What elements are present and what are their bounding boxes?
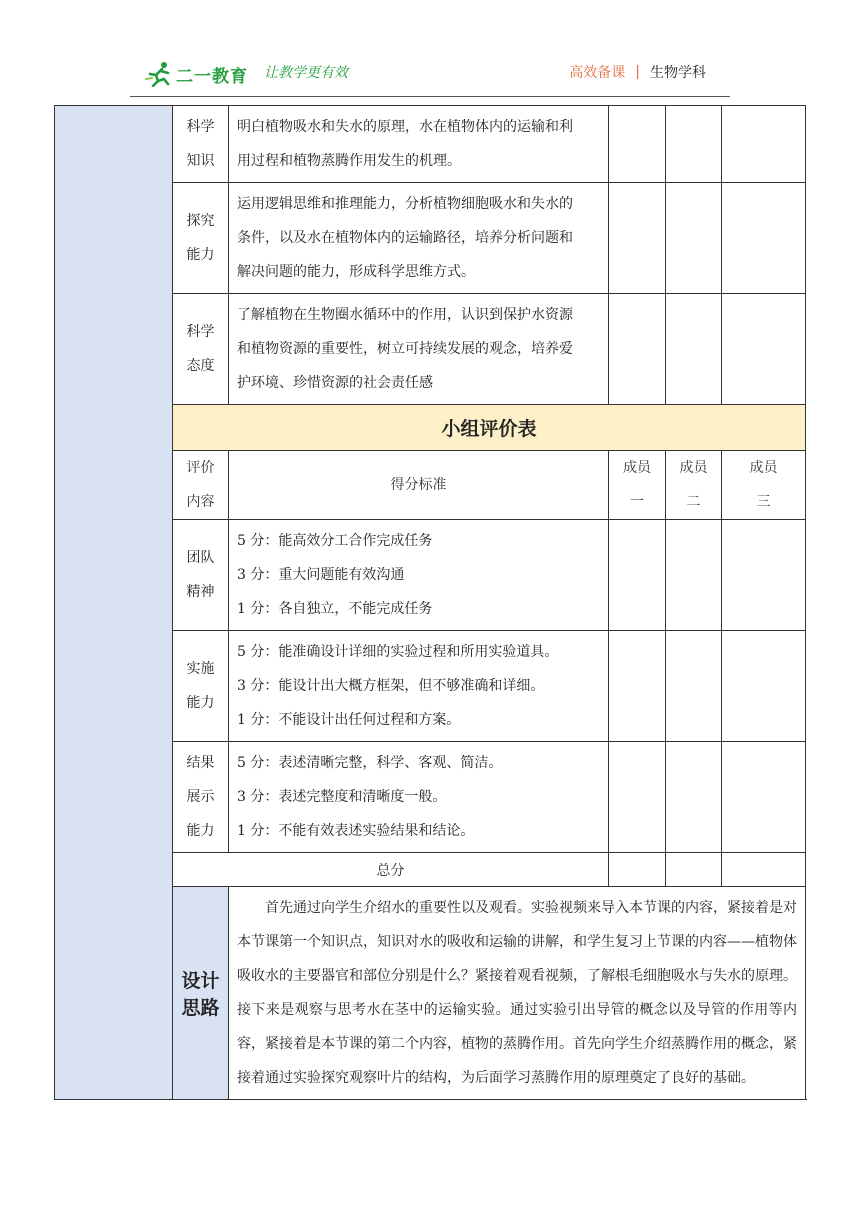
score-cell	[722, 520, 806, 631]
score-cell	[666, 294, 722, 405]
col-content-header: 评价 内容	[173, 451, 229, 520]
design-text: 首先通过向学生介绍水的重要性以及观看。实验视频来导入本节课的内容，紧接着是对本节课第一个知识点，知识对水的吸收和运输的讲解，和学生复习上节课的内容——植物体吸收水的主要器官和部位分别是什么？紧接着观看视频，了解根毛细胞吸水与失水的原理。接下来是观察与思考水在茎中的运输实验。通过实验引出导管的概念以及导管的作用等内容，紧接着是本节课的第二个内容，植物的蒸腾作用。首先向学生介绍蒸腾作用的概念，紧接着通过实验探究观察叶片的结构，为后面学习蒸腾作用的原理奠定了良好的基础。	[229, 887, 806, 1100]
score-cell	[722, 631, 806, 742]
score-cell	[609, 294, 666, 405]
score-cell	[609, 520, 666, 631]
logo-text: 二一教育	[176, 66, 248, 87]
score-cell	[666, 631, 722, 742]
goal-description: 明白植物吸水和失水的原理，水在植物体内的运输和利 用过程和植物蒸腾作用发生的机理。	[229, 106, 609, 183]
criteria-category: 实施 能力	[173, 631, 229, 742]
score-cell	[722, 853, 806, 887]
score-cell	[609, 742, 666, 853]
header-separator: |	[635, 64, 640, 80]
score-cell	[722, 742, 806, 853]
header-divider	[130, 96, 730, 97]
design-label: 设计思路	[173, 887, 229, 1100]
subject-label: 生物学科	[650, 65, 706, 81]
member-header: 成员 一	[609, 451, 666, 520]
col-criteria-header: 得分标准	[229, 451, 609, 520]
goal-category: 科学 知识	[173, 106, 229, 183]
group-table-title: 小组评价表	[173, 405, 806, 451]
brand-logo	[144, 60, 248, 88]
score-cell	[666, 742, 722, 853]
criteria-category: 结果 展示 能力	[173, 742, 229, 853]
goal-row	[55, 106, 806, 183]
goal-category: 科学 态度	[173, 294, 229, 405]
runner-logo-icon	[144, 61, 174, 87]
score-cell	[609, 183, 666, 294]
score-cell	[666, 520, 722, 631]
criteria-category: 团队 精神	[173, 520, 229, 631]
criteria-text: 5 分：能准确设计详细的实验过程和所用实验道具。 3 分：能设计出大概方框架，但不够准确和详细。 1 分：不能设计出任何过程和方案。	[229, 631, 609, 742]
criteria-text: 5 分：表述清晰完整，科学、客观、简洁。 3 分：表述完整度和清晰度一般。 1 分：不能有效表述实验结果和结论。	[229, 742, 609, 853]
goal-description: 运用逻辑思维和推理能力，分析植物细胞吸水和失水的 条件，以及水在植物体内的运输路径，培养分析问题和 解决问题的能力，形成科学思维方式。	[229, 183, 609, 294]
side-cell	[55, 106, 173, 1100]
goal-description: 了解植物在生物圈水循环中的作用，认识到保护水资源 和植物资源的重要性，树立可持续发展的观念，培养爱 护环境、珍惜资源的社会责任感	[229, 294, 609, 405]
score-cell	[666, 106, 722, 183]
score-cell	[722, 183, 806, 294]
criteria-text: 5 分：能高效分工合作完成任务 3 分：重大问题能有效沟通 1 分：各自独立，不能完成任务	[229, 520, 609, 631]
course-label: 高效备课	[569, 65, 626, 81]
header-slogan: 让教学更有效	[264, 65, 348, 81]
score-cell	[609, 853, 666, 887]
member-header: 成员 三	[722, 451, 806, 520]
total-label: 总分	[173, 853, 609, 887]
score-cell	[666, 183, 722, 294]
score-cell	[722, 294, 806, 405]
score-cell	[722, 106, 806, 183]
lesson-table	[54, 105, 806, 1100]
page-header	[130, 56, 730, 96]
member-header: 成员 二	[666, 451, 722, 520]
score-cell	[609, 106, 666, 183]
score-cell	[666, 853, 722, 887]
score-cell	[609, 631, 666, 742]
goal-category: 探究 能力	[173, 183, 229, 294]
